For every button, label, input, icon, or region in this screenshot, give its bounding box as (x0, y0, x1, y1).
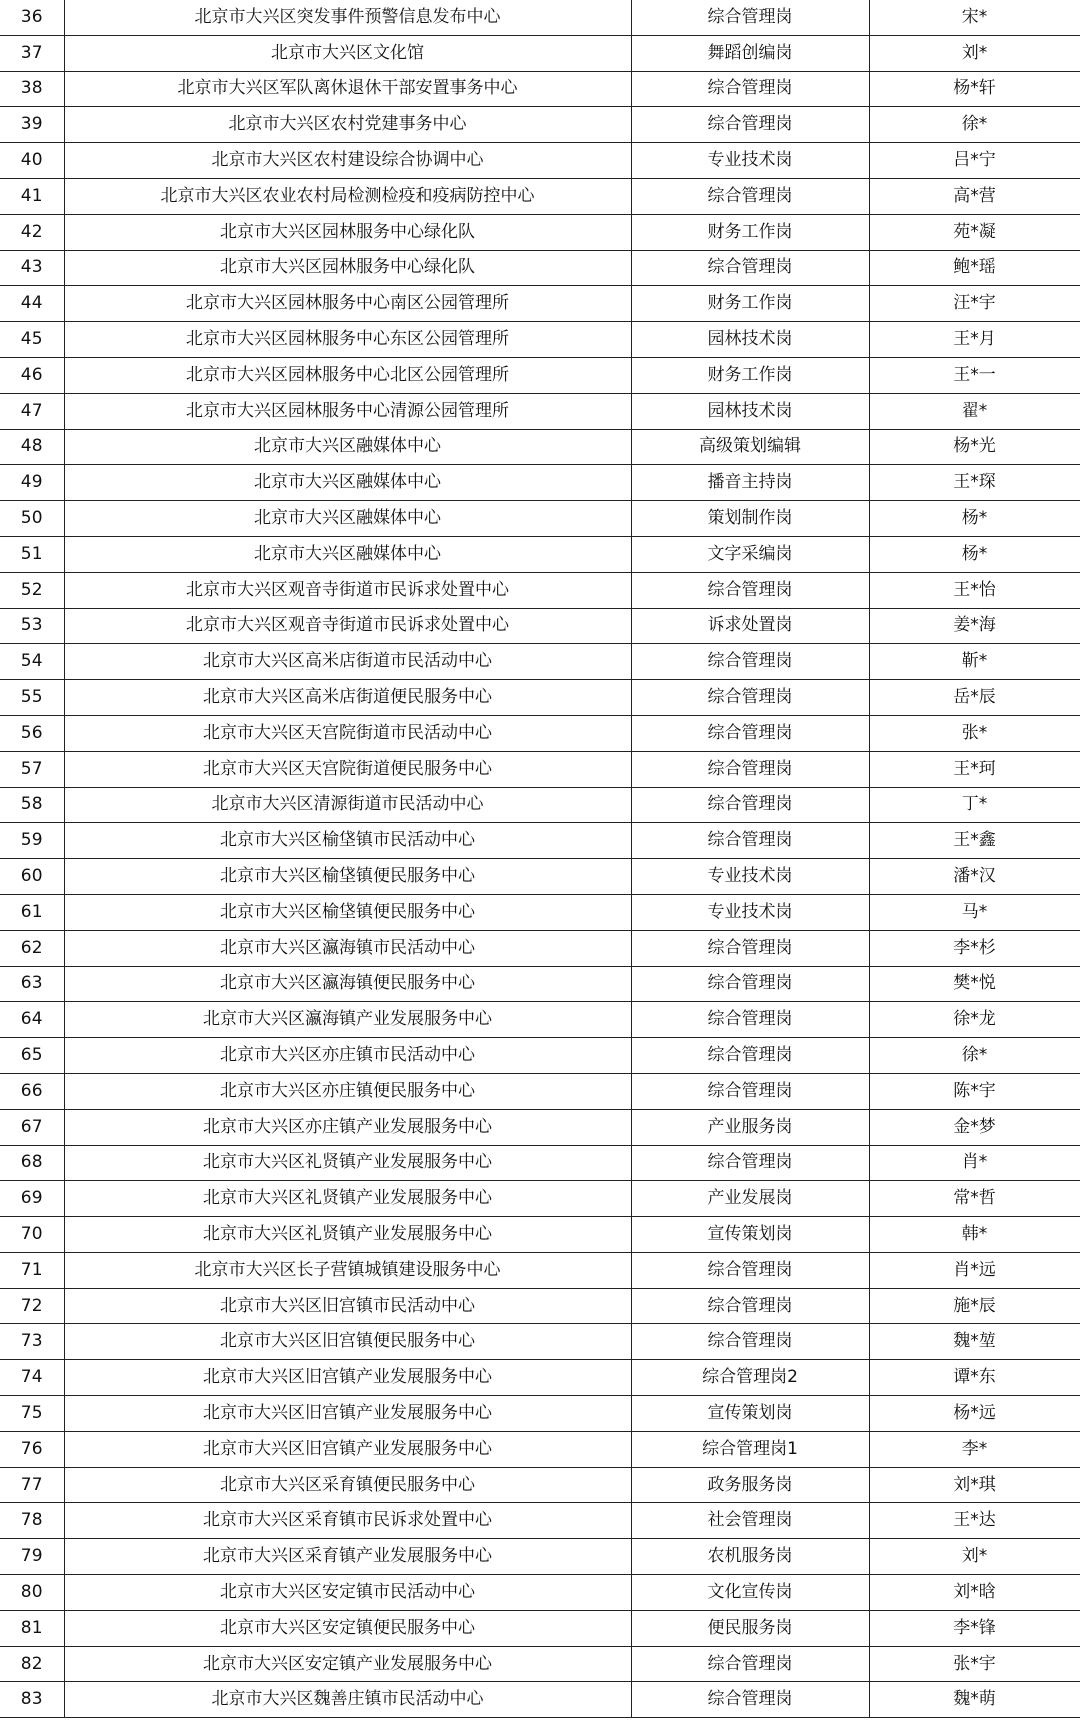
row-number-cell: 52 (0, 572, 64, 608)
name-cell: 王*达 (869, 1503, 1080, 1539)
row-number-cell: 79 (0, 1539, 64, 1575)
post-cell: 产业发展岗 (631, 1181, 869, 1217)
row-number-cell: 67 (0, 1109, 64, 1145)
unit-cell: 北京市大兴区旧宫镇产业发展服务中心 (64, 1360, 631, 1396)
post-cell: 综合管理岗 (631, 1324, 869, 1360)
unit-cell: 北京市大兴区农业农村局检测检疫和疫病防控中心 (64, 178, 631, 214)
row-number-cell: 68 (0, 1145, 64, 1181)
row-number-cell: 58 (0, 787, 64, 823)
table-row (0, 1646, 1080, 1682)
table-row (0, 322, 1080, 358)
post-cell: 综合管理岗 (631, 71, 869, 107)
name-cell: 王*鑫 (869, 823, 1080, 859)
table-row (0, 680, 1080, 716)
post-cell: 综合管理岗 (631, 178, 869, 214)
post-cell: 高级策划编辑 (631, 429, 869, 465)
unit-cell: 北京市大兴区园林服务中心北区公园管理所 (64, 357, 631, 393)
name-cell: 杨* (869, 501, 1080, 537)
table-row (0, 536, 1080, 572)
row-number-cell: 42 (0, 214, 64, 250)
name-cell: 王*月 (869, 322, 1080, 358)
name-cell: 王*珂 (869, 751, 1080, 787)
name-cell: 翟* (869, 393, 1080, 429)
table-row (0, 1288, 1080, 1324)
unit-cell: 北京市大兴区瀛海镇便民服务中心 (64, 966, 631, 1002)
row-number-cell: 39 (0, 107, 64, 143)
post-cell: 综合管理岗 (631, 715, 869, 751)
row-number-cell: 55 (0, 680, 64, 716)
unit-cell: 北京市大兴区安定镇便民服务中心 (64, 1610, 631, 1646)
name-cell: 李* (869, 1431, 1080, 1467)
table-row (0, 608, 1080, 644)
unit-cell: 北京市大兴区礼贤镇产业发展服务中心 (64, 1181, 631, 1217)
unit-cell: 北京市大兴区长子营镇城镇建设服务中心 (64, 1252, 631, 1288)
name-cell: 高*营 (869, 178, 1080, 214)
name-cell: 岳*辰 (869, 680, 1080, 716)
name-cell: 丁* (869, 787, 1080, 823)
table-row (0, 572, 1080, 608)
table-row (0, 286, 1080, 322)
table-row (0, 1002, 1080, 1038)
post-cell: 综合管理岗 (631, 1252, 869, 1288)
unit-cell: 北京市大兴区天宫院街道便民服务中心 (64, 751, 631, 787)
table-row (0, 71, 1080, 107)
table-row (0, 214, 1080, 250)
unit-cell: 北京市大兴区亦庄镇便民服务中心 (64, 1073, 631, 1109)
name-cell: 张*宇 (869, 1646, 1080, 1682)
name-cell: 谭*东 (869, 1360, 1080, 1396)
table-row (0, 859, 1080, 895)
post-cell: 社会管理岗 (631, 1503, 869, 1539)
row-number-cell: 57 (0, 751, 64, 787)
post-cell: 宣传策划岗 (631, 1396, 869, 1432)
post-cell: 综合管理岗 (631, 250, 869, 286)
post-cell: 财务工作岗 (631, 214, 869, 250)
table-row (0, 178, 1080, 214)
table-row (0, 1539, 1080, 1575)
table-row (0, 930, 1080, 966)
post-cell: 产业服务岗 (631, 1109, 869, 1145)
name-cell: 杨*轩 (869, 71, 1080, 107)
name-cell: 金*梦 (869, 1109, 1080, 1145)
unit-cell: 北京市大兴区观音寺街道市民诉求处置中心 (64, 608, 631, 644)
unit-cell: 北京市大兴区瀛海镇市民活动中心 (64, 930, 631, 966)
row-number-cell: 65 (0, 1038, 64, 1074)
table-row (0, 1682, 1080, 1718)
row-number-cell: 46 (0, 357, 64, 393)
post-cell: 综合管理岗 (631, 1682, 869, 1718)
post-cell: 综合管理岗1 (631, 1431, 869, 1467)
row-number-cell: 56 (0, 715, 64, 751)
name-cell: 马* (869, 894, 1080, 930)
name-cell: 常*哲 (869, 1181, 1080, 1217)
row-number-cell: 48 (0, 429, 64, 465)
post-cell: 宣传策划岗 (631, 1217, 869, 1253)
name-cell: 李*锋 (869, 1610, 1080, 1646)
name-cell: 樊*悦 (869, 966, 1080, 1002)
unit-cell: 北京市大兴区旧宫镇产业发展服务中心 (64, 1431, 631, 1467)
row-number-cell: 66 (0, 1073, 64, 1109)
post-cell: 农机服务岗 (631, 1539, 869, 1575)
table-row (0, 1431, 1080, 1467)
name-cell: 吕*宁 (869, 143, 1080, 179)
name-cell: 刘* (869, 35, 1080, 71)
post-cell: 舞蹈创编岗 (631, 35, 869, 71)
unit-cell: 北京市大兴区安定镇产业发展服务中心 (64, 1646, 631, 1682)
post-cell: 财务工作岗 (631, 357, 869, 393)
row-number-cell: 81 (0, 1610, 64, 1646)
unit-cell: 北京市大兴区融媒体中心 (64, 501, 631, 537)
unit-cell: 北京市大兴区融媒体中心 (64, 465, 631, 501)
table-row (0, 1503, 1080, 1539)
post-cell: 综合管理岗 (631, 787, 869, 823)
table-row (0, 823, 1080, 859)
name-cell: 宋* (869, 0, 1080, 35)
post-cell: 综合管理岗 (631, 823, 869, 859)
row-number-cell: 38 (0, 71, 64, 107)
row-number-cell: 44 (0, 286, 64, 322)
post-cell: 综合管理岗 (631, 1038, 869, 1074)
post-cell: 综合管理岗 (631, 0, 869, 35)
name-cell: 张* (869, 715, 1080, 751)
row-number-cell: 36 (0, 0, 64, 35)
post-cell: 综合管理岗 (631, 751, 869, 787)
name-cell: 鲍*瑶 (869, 250, 1080, 286)
name-cell: 潘*汉 (869, 859, 1080, 895)
unit-cell: 北京市大兴区文化馆 (64, 35, 631, 71)
unit-cell: 北京市大兴区清源街道市民活动中心 (64, 787, 631, 823)
row-number-cell: 37 (0, 35, 64, 71)
table-row (0, 1038, 1080, 1074)
row-number-cell: 63 (0, 966, 64, 1002)
unit-cell: 北京市大兴区高米店街道便民服务中心 (64, 680, 631, 716)
unit-cell: 北京市大兴区瀛海镇产业发展服务中心 (64, 1002, 631, 1038)
row-number-cell: 83 (0, 1682, 64, 1718)
post-cell: 综合管理岗 (631, 966, 869, 1002)
post-cell: 综合管理岗 (631, 107, 869, 143)
name-cell: 苑*凝 (869, 214, 1080, 250)
post-cell: 专业技术岗 (631, 859, 869, 895)
table-row (0, 787, 1080, 823)
table-row (0, 1324, 1080, 1360)
post-cell: 专业技术岗 (631, 894, 869, 930)
row-number-cell: 71 (0, 1252, 64, 1288)
name-cell: 靳* (869, 644, 1080, 680)
post-cell: 文化宣传岗 (631, 1575, 869, 1611)
table-row (0, 35, 1080, 71)
table-row (0, 393, 1080, 429)
unit-cell: 北京市大兴区融媒体中心 (64, 536, 631, 572)
table-row (0, 715, 1080, 751)
table-row (0, 1396, 1080, 1432)
table-row (0, 501, 1080, 537)
row-number-cell: 62 (0, 930, 64, 966)
post-cell: 专业技术岗 (631, 143, 869, 179)
row-number-cell: 59 (0, 823, 64, 859)
post-cell: 综合管理岗 (631, 680, 869, 716)
name-cell: 肖* (869, 1145, 1080, 1181)
unit-cell: 北京市大兴区突发事件预警信息发布中心 (64, 0, 631, 35)
name-cell: 韩* (869, 1217, 1080, 1253)
post-cell: 诉求处置岗 (631, 608, 869, 644)
name-cell: 魏*萌 (869, 1682, 1080, 1718)
table-row (0, 644, 1080, 680)
post-cell: 综合管理岗 (631, 930, 869, 966)
table-row (0, 1145, 1080, 1181)
row-number-cell: 72 (0, 1288, 64, 1324)
row-number-cell: 69 (0, 1181, 64, 1217)
name-cell: 王*怡 (869, 572, 1080, 608)
post-cell: 便民服务岗 (631, 1610, 869, 1646)
post-cell: 播音主持岗 (631, 465, 869, 501)
table-row (0, 143, 1080, 179)
post-cell: 园林技术岗 (631, 322, 869, 358)
row-number-cell: 53 (0, 608, 64, 644)
row-number-cell: 75 (0, 1396, 64, 1432)
unit-cell: 北京市大兴区军队离休退休干部安置事务中心 (64, 71, 631, 107)
table-row (0, 1217, 1080, 1253)
unit-cell: 北京市大兴区园林服务中心东区公园管理所 (64, 322, 631, 358)
row-number-cell: 61 (0, 894, 64, 930)
name-cell: 姜*海 (869, 608, 1080, 644)
post-cell: 综合管理岗 (631, 1002, 869, 1038)
unit-cell: 北京市大兴区榆垡镇便民服务中心 (64, 859, 631, 895)
row-number-cell: 41 (0, 178, 64, 214)
row-number-cell: 45 (0, 322, 64, 358)
name-cell: 徐*龙 (869, 1002, 1080, 1038)
post-cell: 综合管理岗 (631, 1646, 869, 1682)
table-row (0, 1252, 1080, 1288)
row-number-cell: 50 (0, 501, 64, 537)
row-number-cell: 60 (0, 859, 64, 895)
unit-cell: 北京市大兴区榆垡镇便民服务中心 (64, 894, 631, 930)
table-row (0, 1610, 1080, 1646)
row-number-cell: 77 (0, 1467, 64, 1503)
row-number-cell: 73 (0, 1324, 64, 1360)
row-number-cell: 78 (0, 1503, 64, 1539)
unit-cell: 北京市大兴区采育镇产业发展服务中心 (64, 1539, 631, 1575)
table-row (0, 429, 1080, 465)
name-cell: 刘*琪 (869, 1467, 1080, 1503)
table-row (0, 751, 1080, 787)
unit-cell: 北京市大兴区旧宫镇产业发展服务中心 (64, 1396, 631, 1432)
unit-cell: 北京市大兴区园林服务中心绿化队 (64, 214, 631, 250)
row-number-cell: 43 (0, 250, 64, 286)
row-number-cell: 80 (0, 1575, 64, 1611)
unit-cell: 北京市大兴区旧宫镇市民活动中心 (64, 1288, 631, 1324)
name-cell: 肖*远 (869, 1252, 1080, 1288)
name-cell: 魏*堃 (869, 1324, 1080, 1360)
row-number-cell: 74 (0, 1360, 64, 1396)
row-number-cell: 82 (0, 1646, 64, 1682)
post-cell: 综合管理岗 (631, 1145, 869, 1181)
table-row (0, 1181, 1080, 1217)
table-row (0, 1575, 1080, 1611)
name-cell: 王*一 (869, 357, 1080, 393)
unit-cell: 北京市大兴区魏善庄镇市民活动中心 (64, 1682, 631, 1718)
row-number-cell: 64 (0, 1002, 64, 1038)
row-number-cell: 51 (0, 536, 64, 572)
table-row (0, 0, 1080, 35)
unit-cell: 北京市大兴区园林服务中心南区公园管理所 (64, 286, 631, 322)
unit-cell: 北京市大兴区农村党建事务中心 (64, 107, 631, 143)
table-row (0, 250, 1080, 286)
unit-cell: 北京市大兴区观音寺街道市民诉求处置中心 (64, 572, 631, 608)
unit-cell: 北京市大兴区榆垡镇市民活动中心 (64, 823, 631, 859)
unit-cell: 北京市大兴区旧宫镇便民服务中心 (64, 1324, 631, 1360)
name-cell: 施*辰 (869, 1288, 1080, 1324)
table-row (0, 357, 1080, 393)
unit-cell: 北京市大兴区农村建设综合协调中心 (64, 143, 631, 179)
post-cell: 财务工作岗 (631, 286, 869, 322)
post-cell: 综合管理岗 (631, 644, 869, 680)
name-cell: 杨*光 (869, 429, 1080, 465)
unit-cell: 北京市大兴区礼贤镇产业发展服务中心 (64, 1145, 631, 1181)
unit-cell: 北京市大兴区安定镇市民活动中心 (64, 1575, 631, 1611)
unit-cell: 北京市大兴区采育镇市民诉求处置中心 (64, 1503, 631, 1539)
name-cell: 杨*远 (869, 1396, 1080, 1432)
unit-cell: 北京市大兴区园林服务中心绿化队 (64, 250, 631, 286)
table-row (0, 894, 1080, 930)
table-row (0, 107, 1080, 143)
table-row (0, 465, 1080, 501)
post-cell: 策划制作岗 (631, 501, 869, 537)
table-row (0, 966, 1080, 1002)
row-number-cell: 76 (0, 1431, 64, 1467)
name-cell: 李*杉 (869, 930, 1080, 966)
name-cell: 刘*晗 (869, 1575, 1080, 1611)
unit-cell: 北京市大兴区融媒体中心 (64, 429, 631, 465)
name-cell: 杨* (869, 536, 1080, 572)
name-cell: 汪*宇 (869, 286, 1080, 322)
unit-cell: 北京市大兴区亦庄镇市民活动中心 (64, 1038, 631, 1074)
name-cell: 王*琛 (869, 465, 1080, 501)
unit-cell: 北京市大兴区采育镇便民服务中心 (64, 1467, 631, 1503)
post-cell: 政务服务岗 (631, 1467, 869, 1503)
post-cell: 园林技术岗 (631, 393, 869, 429)
row-number-cell: 70 (0, 1217, 64, 1253)
unit-cell: 北京市大兴区高米店街道市民活动中心 (64, 644, 631, 680)
table-row (0, 1109, 1080, 1145)
post-cell: 综合管理岗 (631, 572, 869, 608)
unit-cell: 北京市大兴区园林服务中心清源公园管理所 (64, 393, 631, 429)
post-cell: 综合管理岗 (631, 1073, 869, 1109)
name-cell: 陈*宇 (869, 1073, 1080, 1109)
row-number-cell: 54 (0, 644, 64, 680)
table-row (0, 1360, 1080, 1396)
row-number-cell: 47 (0, 393, 64, 429)
post-cell: 文字采编岗 (631, 536, 869, 572)
post-cell: 综合管理岗2 (631, 1360, 869, 1396)
name-cell: 刘* (869, 1539, 1080, 1575)
table-row (0, 1467, 1080, 1503)
unit-cell: 北京市大兴区礼贤镇产业发展服务中心 (64, 1217, 631, 1253)
unit-cell: 北京市大兴区天宫院街道市民活动中心 (64, 715, 631, 751)
table-row (0, 1073, 1080, 1109)
name-cell: 徐* (869, 107, 1080, 143)
post-cell: 综合管理岗 (631, 1288, 869, 1324)
name-cell: 徐* (869, 1038, 1080, 1074)
row-number-cell: 40 (0, 143, 64, 179)
unit-cell: 北京市大兴区亦庄镇产业发展服务中心 (64, 1109, 631, 1145)
row-number-cell: 49 (0, 465, 64, 501)
